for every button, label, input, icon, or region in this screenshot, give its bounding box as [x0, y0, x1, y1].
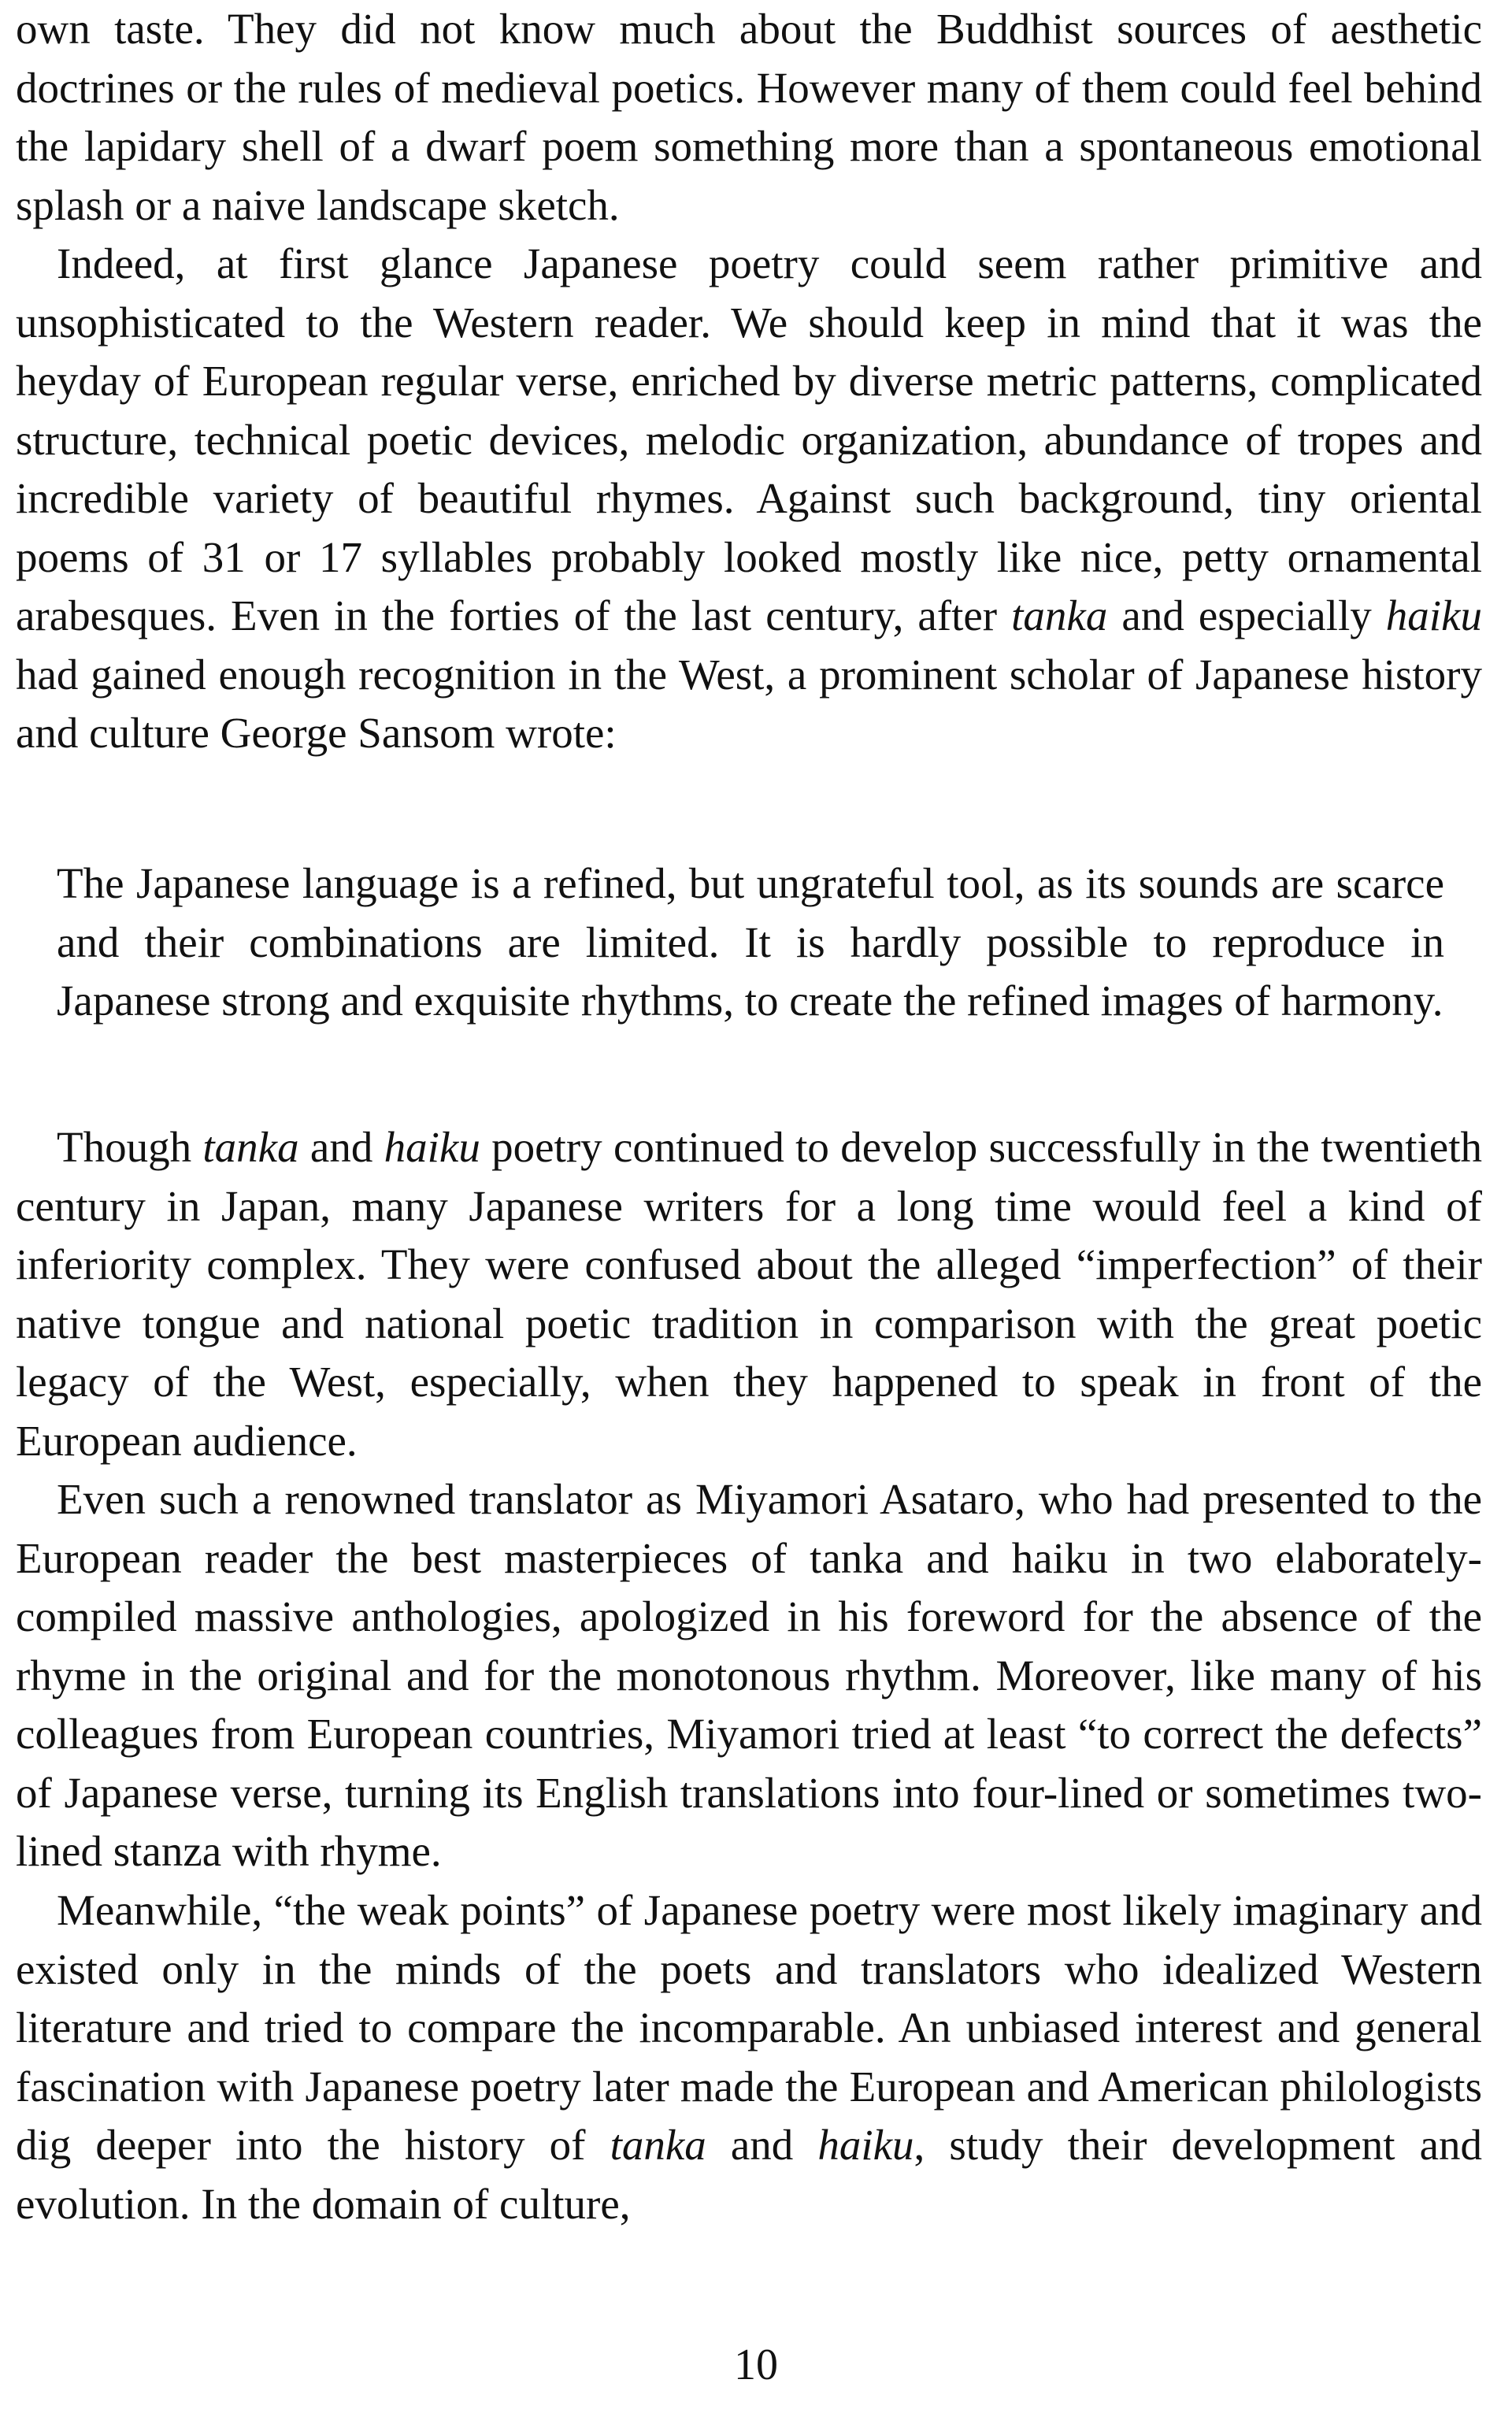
paragraph-3-part-2: and: [298, 1123, 384, 1171]
paragraph-1: [16, 0, 1482, 235]
paragraph-5-block: [16, 1881, 1482, 2233]
block-quote-text: The Japanese language is a refined, but ungrateful tool, as its sounds are scarce and their combinations are limited. It is hardly possible to reproduce in Japanese strong and exquisite rhythms, to create the refined images of harmony.: [57, 859, 1444, 1025]
paragraph-5-italic-haiku: haiku: [817, 2121, 914, 2169]
paragraph-3: [16, 1118, 1482, 1470]
paragraph-2-block: [16, 235, 1482, 763]
paragraph-2-part-3: had gained enough recognition in the West, a prominent scholar of Japanese history and culture George Sansom wrote:: [16, 650, 1482, 757]
paragraph-2: [16, 235, 1482, 763]
paragraph-4: [16, 1470, 1482, 1881]
paragraph-3-italic-tanka: tanka: [202, 1123, 299, 1171]
page-number: 10: [734, 2340, 778, 2389]
paragraph-4-text: Even such a renowned translator as Miyamori Asataro, who had presented to the European reader the best masterpieces of tanka and haiku in two elaborately-compiled massive anthologies, apologized in his foreword for the absence of the rhyme in the original and for the monotonous rhythm. Moreover, like many of his colleagues from European countries, Miyamori tried at least “to correct the defects” of Japanese verse, turning its English translations into four-lined or sometimes two-lined stanza with rhyme.: [16, 1475, 1482, 1875]
paragraph-3-part-3: poetry continued to develop successfully in the twentieth century in Japan, many Japanese writers for a long time would feel a kind of inferiority complex. They were confused about the alleged “imperfection” of their native tongue and national poetic tradition in comparison with the great poetic legacy of the West, especially, when they happened to speak in front of the European audience.: [16, 1123, 1482, 1465]
paragraph-2-italic-tanka: tanka: [1011, 591, 1108, 639]
paragraph-3-italic-haiku: haiku: [384, 1123, 480, 1171]
paragraph-5-part-3: , study their development and evolution. In the domain of culture,: [16, 2121, 1482, 2228]
paragraph-2-part-2: and especially: [1107, 591, 1386, 639]
paragraph-5-part-2: and: [706, 2121, 818, 2169]
paragraph-2-italic-haiku: haiku: [1385, 591, 1482, 639]
paragraph-3-block: [16, 1118, 1482, 1470]
paragraph-2-part-1: Indeed, at first glance Japanese poetry could seem rather primitive and unsophisticated to the Western reader. We should keep in mind that it was the heyday of European regular verse, enriched by diverse metric patterns, complicated structure, technical poetic devices, melodic organization, abundance of tropes and incredible variety of beautiful rhymes. Against such background, tiny oriental poems of 31 or 17 syllables probably looked mostly like nice, petty ornamental arabesques. Even in the forties of the last century, after: [16, 239, 1482, 639]
paragraph-4-block: [16, 1470, 1482, 1881]
paragraph-5-part-1: Meanwhile, “the weak points” of Japanese poetry were most likely imaginary and existed only in the minds of the poets and translators who idealized Western literature and tried to compare the incomparable. An unbiased interest and general fascination with Japanese poetry later made the European and American philologists dig deeper into the history of: [16, 1886, 1482, 2169]
block-quote: [57, 854, 1444, 1031]
paragraph-1-text: own taste. They did not know much about the Buddhist sources of aesthetic doctrines or the rules of medieval poetics. However many of them could feel behind the lapidary shell of a dwarf poem something more than a spontaneous emotional splash or a naive landscape sketch.: [16, 5, 1482, 229]
paragraph-5-italic-tanka: tanka: [610, 2121, 706, 2169]
paragraph-1-block: [16, 0, 1482, 235]
paragraph-3-part-1: Though: [57, 1123, 203, 1171]
paragraph-5: [16, 1881, 1482, 2233]
